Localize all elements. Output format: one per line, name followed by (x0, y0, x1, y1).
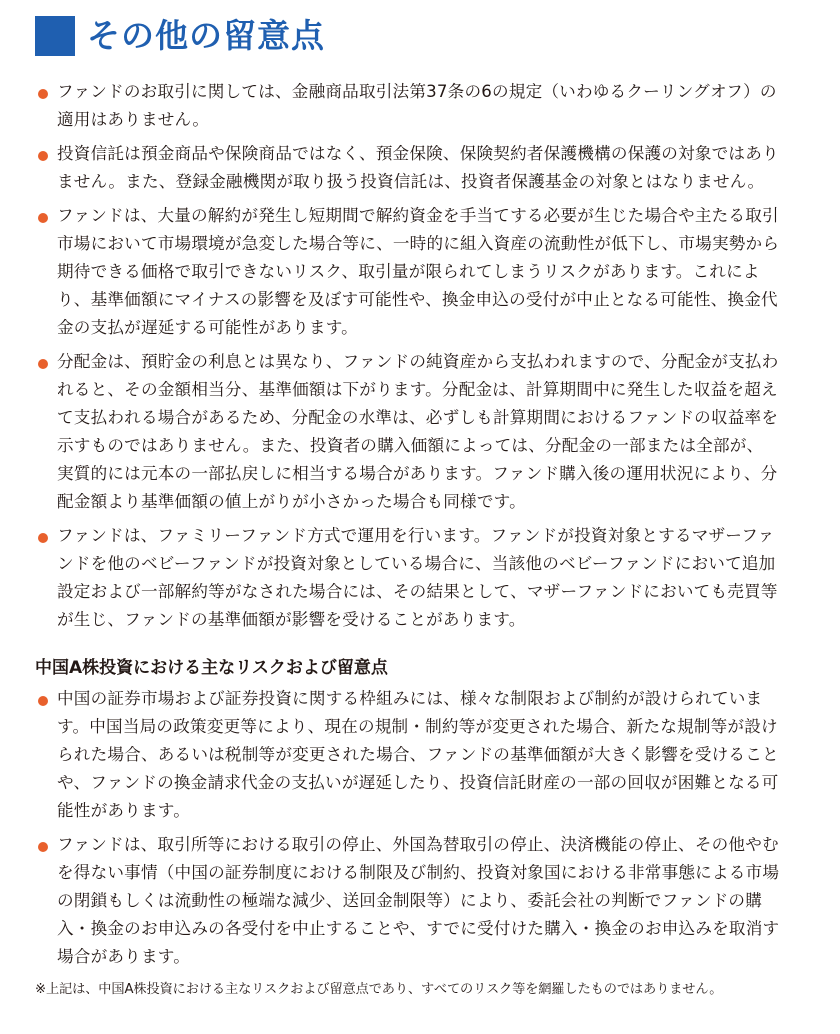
bullet-icon (38, 533, 48, 543)
bullet-icon (38, 89, 48, 99)
bullet-icon (38, 696, 48, 706)
note-text: ファンドは、取引所等における取引の停止、外国為替取引の停止、決済機能の停止、その他やむを得ない事情（中国の証券制度における制限及び制約、投資対象国における非常事態による市場の閉鎖もしくは流動性の極端な減少、送回金制限等）により、委託会社の判断でファンドの購入・換金のお申込みの各受付を中止することや、すでに受付けた購入・換金のお申込みを取消す場合があります。 (57, 835, 780, 966)
list-item (35, 685, 780, 825)
page-title: その他の留意点 (87, 16, 325, 55)
list-item (35, 522, 780, 634)
section-heading (35, 16, 325, 56)
list-item (35, 78, 780, 134)
bullet-icon (38, 842, 48, 852)
list-item (35, 831, 780, 971)
china-section-title: 中国A株投資における主なリスクおよび留意点 (35, 658, 388, 678)
note-text: 分配金は、預貯金の利息とは異なり、ファンドの純資産から支払われますので、分配金が支払われると、その金額相当分、基準価額は下がります。分配金は、計算期間中に発生した収益を超えて支払われる場合があるため、分配金の水準は、必ずしも計算期間におけるファンドの収益率を示すものではありません。また、投資者の購入価額によっては、分配金の一部または全部が、実質的には元本の一部払戻しに相当する場合があります。ファンド購入後の運用状況により、分配金額より基準価額の値上がりが小さかった場合も同様です。 (57, 352, 779, 511)
note-text: ファンドは、ファミリーファンド方式で運用を行います。ファンドが投資対象とするマザーファンドを他のベビーファンドが投資対象としている場合に、当該他のベビーファンドにおいて追加設定および一部解約等がなされた場合には、その結果として、マザーファンドにおいても売買等が生じ、ファンドの基準価額が影響を受けることがあります。 (57, 526, 778, 629)
china-notes-list (35, 685, 780, 977)
note-text: 中国の証券市場および証券投資に関する枠組みには、様々な制限および制約が設けられています。中国当局の政策変更等により、現在の規制・制約等が変更された場合、新たな規制等が設けられた場合、あるいは税制等が変更された場合、ファンドの基準価額が大きく影響を受けることや、ファンドの換金請求代金の支払いが遅延したり、投資信託財産の一部の回収が困難となる可能性があります。 (57, 689, 779, 820)
list-item (35, 202, 780, 342)
list-item (35, 348, 780, 516)
note-text: ファンドは、大量の解約が発生し短期間で解約資金を手当てする必要が生じた場合や主たる取引市場において市場環境が急変した場合等に、一時的に組入資産の流動性が低下し、市場実勢から期待できる価格で取引できないリスク、取引量が限られてしまうリスクがあります。これにより、基準価額にマイナスの影響を及ぼす可能性や、換金申込の受付が中止となる可能性、換金代金の支払が遅延する可能性があります。 (57, 206, 780, 337)
bullet-icon (38, 359, 48, 369)
heading-square-icon (35, 16, 75, 56)
list-item (35, 140, 780, 196)
bullet-icon (38, 213, 48, 223)
note-text: ファンドのお取引に関しては、金融商品取引法第37条の6の規定（いわゆるクーリングオフ）の適用はありません。 (57, 82, 777, 129)
notes-list (35, 78, 780, 640)
note-text: 投資信託は預金商品や保険商品ではなく、預金保険、保険契約者保護機構の保護の対象ではありません。また、登録金融機関が取り扱う投資信託は、投資者保護基金の対象とはなりません。 (57, 144, 779, 191)
footnote: ※上記は、中国A株投資における主なリスクおよび留意点であり、すべてのリスク等を網羅したものではありません。 (35, 982, 723, 997)
bullet-icon (38, 151, 48, 161)
